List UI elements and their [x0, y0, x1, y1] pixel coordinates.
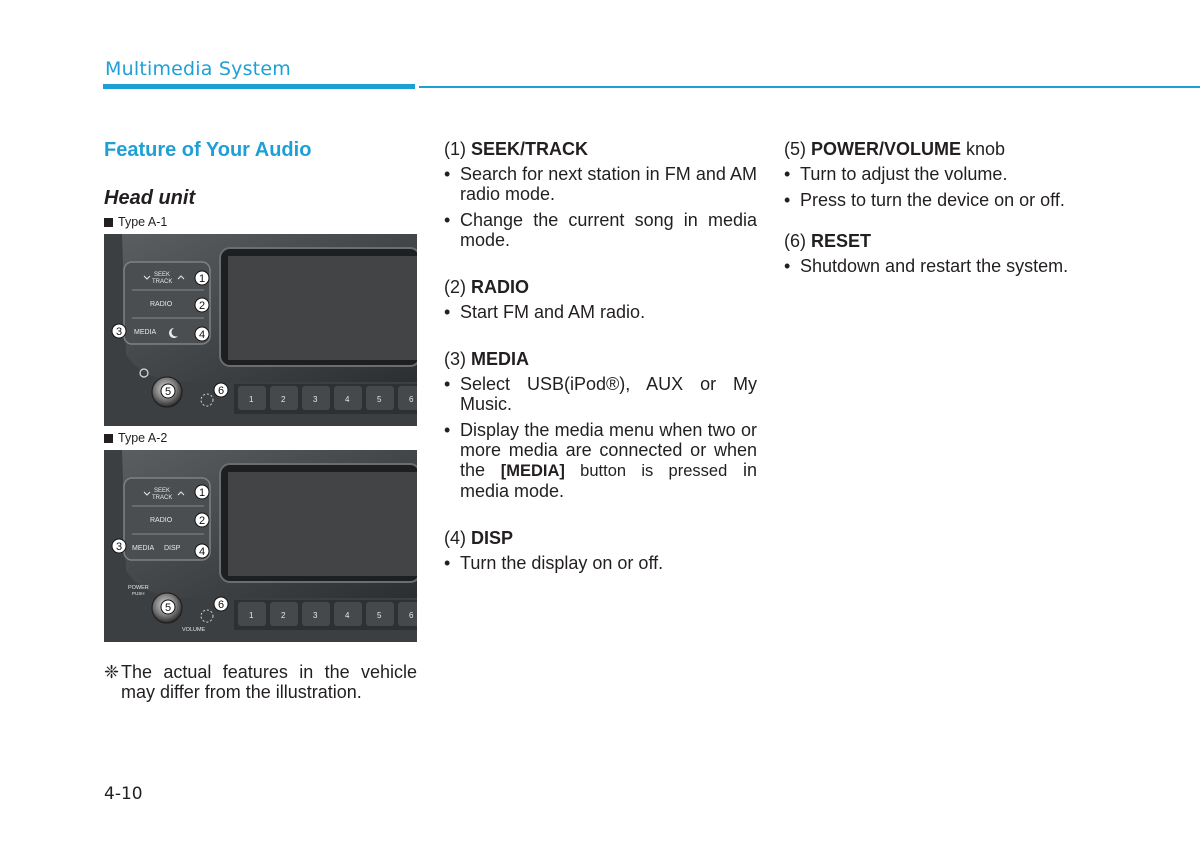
preset-5: 5: [377, 395, 382, 404]
item-power-volume-bullets: [784, 164, 1104, 210]
preset-3: 3: [313, 395, 318, 404]
list-item: • Change the current song in media mode.: [444, 210, 757, 250]
list-item: • Display the media menu when two or more media are connected or when the [MEDIA] button is pressed in media mode.: [444, 420, 757, 501]
head-unit-figure-a1: [104, 234, 417, 426]
callout-6: 6: [217, 385, 225, 397]
item-seek-track-bullets: [444, 164, 757, 250]
track-label: TRACK: [152, 279, 173, 285]
preset-1: 1: [249, 395, 254, 404]
power-label: POWER: [128, 585, 149, 591]
preset-6: 6: [409, 611, 414, 620]
callout-5: 5: [164, 602, 172, 614]
push-label: PUSH: [132, 591, 145, 596]
item-radio-title: (2) RADIO: [444, 277, 530, 297]
preset-1: 1: [249, 611, 254, 620]
item-media-bullets: [444, 374, 757, 501]
head-unit-figure-a2: [104, 450, 417, 642]
item-reset-bullets: [784, 256, 1104, 276]
section-title: Feature of Your Audio: [104, 139, 312, 161]
callout-3: 3: [115, 326, 123, 338]
note-symbol-icon: ❈: [104, 662, 120, 682]
callout-5: 5: [164, 386, 172, 398]
square-bullet-icon: [104, 218, 113, 227]
type-a2-label: Type A-2: [104, 430, 417, 446]
square-bullet-icon: [104, 434, 113, 443]
radio-label: RADIO: [150, 517, 173, 524]
subhead-head-unit: Head unit: [104, 187, 196, 209]
preset-4: 4: [345, 611, 350, 620]
callout-6: 6: [217, 599, 225, 611]
callout-1: 1: [198, 273, 206, 285]
item-media-title: (3) MEDIA: [444, 349, 530, 369]
item-seek-track-title: (1) SEEK/TRACK: [444, 139, 589, 159]
callout-3: 3: [115, 541, 123, 553]
note-text: The actual features in the vehicle may differ from the illustration.: [121, 662, 417, 702]
preset-2: 2: [281, 611, 286, 620]
list-item: • Turn to adjust the volume.: [784, 164, 1008, 184]
media-label: MEDIA: [134, 329, 157, 336]
illustration-note: [104, 662, 417, 702]
disp-label: DISP: [164, 545, 181, 552]
column-left: [104, 138, 417, 702]
volume-label: VOLUME: [182, 627, 206, 633]
radio-label: RADIO: [150, 301, 173, 308]
list-item: • Start FM and AM radio.: [444, 302, 646, 322]
track-label: TRACK: [152, 495, 173, 501]
item-disp-bullets: [444, 553, 757, 573]
preset-4: 4: [345, 395, 350, 404]
callout-4: 4: [198, 329, 206, 341]
header-rule-thin: [419, 86, 1200, 88]
type-a1-label: Type A-1: [104, 214, 417, 230]
preset-5: 5: [377, 611, 382, 620]
seek-label: SEEK: [154, 272, 171, 278]
list-item: • Select USB(iPod®), AUX or My Music.: [444, 374, 757, 414]
list-item: • Search for next station in FM and AM radio mode.: [444, 164, 757, 204]
header-rule-thick: [103, 84, 415, 89]
column-middle: [444, 138, 757, 579]
column-right: [784, 138, 1104, 282]
item-disp-title: (4) DISP: [444, 528, 514, 548]
callout-1: 1: [198, 487, 206, 499]
header-title: Multimedia System: [105, 58, 291, 80]
item-power-volume-title: (5) POWER/VOLUME knob: [784, 139, 1006, 159]
page-number: 4-10: [104, 784, 143, 804]
callout-2: 2: [198, 515, 206, 527]
item-radio-bullets: [444, 302, 757, 322]
seek-label: SEEK: [154, 488, 171, 494]
callout-4: 4: [198, 546, 206, 558]
list-item: • Press to turn the device on or off.: [784, 190, 1065, 210]
media-label: MEDIA: [132, 545, 155, 552]
item-reset-title: (6) RESET: [784, 231, 872, 251]
preset-6: 6: [409, 395, 414, 404]
list-item: • Shutdown and restart the system.: [784, 256, 1069, 276]
preset-2: 2: [281, 395, 286, 404]
list-item: • Turn the display on or off.: [444, 553, 664, 573]
callout-2: 2: [198, 300, 206, 312]
preset-3: 3: [313, 611, 318, 620]
